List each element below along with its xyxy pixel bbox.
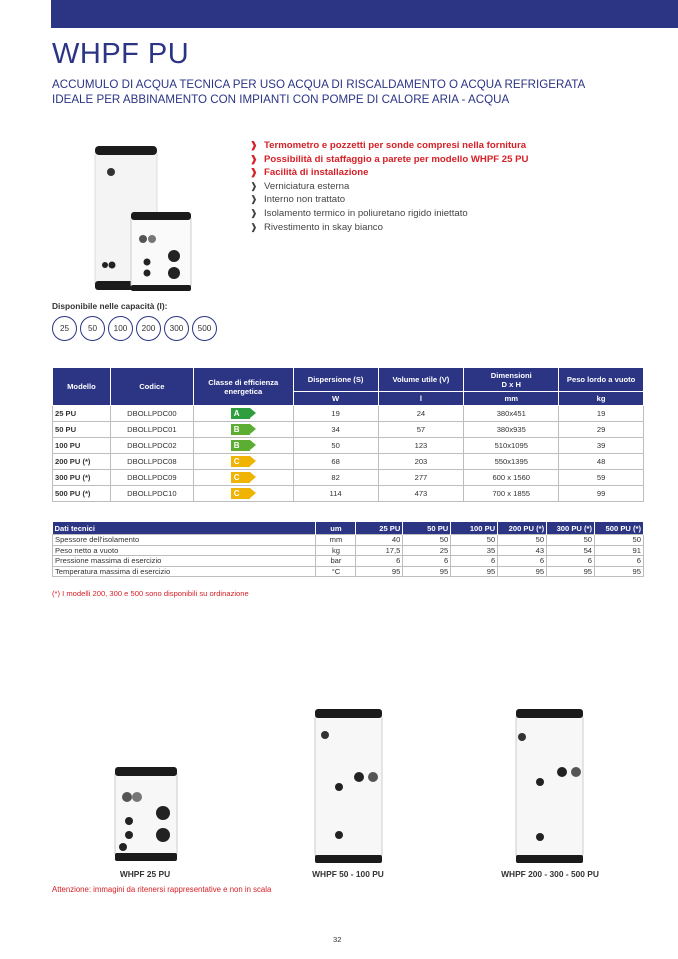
table-row [53,535,644,546]
tech-unit: kg [316,545,356,556]
table-row [53,422,644,438]
cell-volume: 24 [378,406,464,422]
cell-dimensioni: 380x935 [464,422,559,438]
tech-row-label: Pressione massima di esercizio [53,556,316,567]
models-table [52,367,644,502]
cell-model: 300 PU (*) [53,470,111,486]
tech-value: 25 [403,545,451,556]
feature-list [250,139,528,234]
chevron-right-icon: ❱ [250,180,258,191]
product-image-medium [311,707,386,864]
cell-volume: 123 [378,438,464,454]
cell-code: DBOLLPDC02 [110,438,193,454]
energy-class-badge: A [231,408,250,419]
tech-value: 54 [547,545,595,556]
tech-unit: mm [316,535,356,546]
page-title: WHPF PU [52,38,190,70]
col-header-classe: Classe di efficienza energetica [193,368,293,406]
cell-energy-class [193,454,293,470]
top-color-bar [51,0,678,28]
tech-value: 50 [403,535,451,546]
cell-peso: 29 [559,422,644,438]
cell-code: DBOLLPDC09 [110,470,193,486]
cell-code: DBOLLPDC01 [110,422,193,438]
cell-volume: 203 [378,454,464,470]
capacity-badge: 100 [108,316,133,341]
table-row [53,556,644,567]
feature-item: ❱ Possibilità di staffaggio a parete per modello WHPF 25 PU [250,153,529,165]
table-row [53,566,644,577]
energy-class-badge: B [231,440,250,451]
energy-class-badge: C [231,456,250,467]
tech-value: 17,5 [356,545,403,556]
energy-class-badge: B [231,424,250,435]
table-row [53,470,644,486]
feature-item: ❱ Isolamento termico in poliuretano rigido iniettato [250,207,468,219]
availability-note: (*) I modelli 200, 300 e 500 sono disponibili su ordinazione [52,589,249,598]
tech-row-label: Temperatura massima di esercizio [53,566,316,577]
cell-model: 100 PU [53,438,111,454]
chevron-right-icon: ❱ [250,221,258,232]
unit-volume: l [378,392,464,406]
col-header-dispersione: Dispersione (S) [293,368,378,392]
cell-dispersione: 82 [293,470,378,486]
chevron-right-icon: ❱ [250,207,258,218]
chevron-right-icon: ❱ [250,194,258,205]
product-image-small [111,765,181,863]
cell-peso: 59 [559,470,644,486]
tech-col-header: 300 PU (*) [547,522,595,535]
cell-volume: 57 [378,422,464,438]
tech-value: 6 [498,556,547,567]
tech-value: 95 [451,566,498,577]
col-header-volume: Volume utile (V) [378,368,464,392]
page-subtitle [52,77,585,107]
cell-dimensioni: 380x451 [464,406,559,422]
cell-model: 200 PU (*) [53,454,111,470]
col-header-modello: Modello [53,368,111,406]
cell-model: 50 PU [53,422,111,438]
col-header-codice: Codice [110,368,193,406]
tech-col-header: 200 PU (*) [498,522,547,535]
tech-col-header: um [316,522,356,535]
tech-value: 95 [547,566,595,577]
caption-large: WHPF 200 - 300 - 500 PU [501,869,599,879]
capacity-badge: 200 [136,316,161,341]
capacity-list [52,316,217,341]
cell-energy-class [193,486,293,502]
tech-col-header: 25 PU [356,522,403,535]
tech-value: 40 [356,535,403,546]
chevron-right-icon: ❱ [250,140,258,150]
feature-item: ❱ Facilità di installazione [250,167,369,179]
caption-small: WHPF 25 PU [119,869,171,879]
feature-item: ❱ Interno non trattato [250,194,346,206]
unit-peso: kg [559,392,644,406]
tech-unit: °C [316,566,356,577]
cell-dimensioni: 600 x 1560 [464,470,559,486]
tech-value: 95 [595,566,644,577]
capacity-badge: 25 [52,316,77,341]
cell-dispersione: 50 [293,438,378,454]
tech-value: 6 [595,556,644,567]
table-row [53,454,644,470]
cell-code: DBOLLPDC00 [110,406,193,422]
tech-value: 50 [595,535,644,546]
table-row [53,406,644,422]
energy-class-badge: C [231,472,250,483]
tech-value: 95 [498,566,547,577]
tech-value: 6 [547,556,595,567]
tech-col-header: 50 PU [403,522,451,535]
cell-dispersione: 34 [293,422,378,438]
cell-model: 25 PU [53,406,111,422]
tech-row-label: Spessore dell'isolamento [53,535,316,546]
energy-class-badge: C [231,488,250,499]
col-header-peso: Peso lordo a vuoto [559,368,644,392]
cell-dispersione: 114 [293,486,378,502]
capacity-badge: 50 [80,316,105,341]
tech-col-header: 500 PU (*) [595,522,644,535]
cell-code: DBOLLPDC10 [110,486,193,502]
capacity-badge: 300 [164,316,189,341]
capacity-label: Disponibile nelle capacità (l): [52,301,168,311]
cell-energy-class [193,438,293,454]
cell-dispersione: 19 [293,406,378,422]
cell-model: 500 PU (*) [53,486,111,502]
tech-value: 50 [451,535,498,546]
cell-energy-class [193,470,293,486]
tech-row-label: Peso netto a vuoto [53,545,316,556]
cell-dispersione: 68 [293,454,378,470]
tech-value: 6 [451,556,498,567]
col-header-dimensioni: Dimensioni D x H [464,368,559,392]
cell-energy-class [193,422,293,438]
cell-peso: 39 [559,438,644,454]
cell-volume: 277 [378,470,464,486]
tech-value: 95 [356,566,403,577]
cell-peso: 48 [559,454,644,470]
tech-data-table [52,522,644,577]
cell-dimensioni: 510x1095 [464,438,559,454]
tech-value: 50 [547,535,595,546]
cell-dimensioni: 550x1395 [464,454,559,470]
cell-energy-class [193,406,293,422]
tech-value: 91 [595,545,644,556]
unit-dimensioni: mm [464,392,559,406]
feature-item: ❱ Verniciatura esterna [250,180,350,192]
cell-volume: 473 [378,486,464,502]
product-image-large [512,707,587,864]
tech-value: 6 [356,556,403,567]
chevron-right-icon: ❱ [250,153,258,164]
tech-unit: bar [316,556,356,567]
cell-code: DBOLLPDC08 [110,454,193,470]
caption-medium: WHPF 50 - 100 PU [312,869,384,879]
unit-dispersione: W [293,392,378,406]
tech-value: 50 [498,535,547,546]
table-row [53,545,644,556]
tech-col-header: Dati tecnici [53,522,316,535]
cell-dimensioni: 700 x 1855 [464,486,559,502]
tech-value: 35 [451,545,498,556]
subtitle-line-1: ACCUMULO DI ACQUA TECNICA PER USO ACQUA DI RISCALDAMENTO O ACQUA REFRIGERATA [52,78,586,91]
subtitle-line-2: IDEALE PER ABBINAMENTO CON IMPIANTI CON POMPE DI CALORE ARIA - ACQUA [52,93,510,106]
cell-peso: 19 [559,406,644,422]
cell-peso: 99 [559,486,644,502]
tech-col-header: 100 PU [451,522,498,535]
capacity-badge: 500 [192,316,217,341]
disclaimer: Attenzione: immagini da ritenersi rappresentative e non in scala [52,885,272,894]
tech-value: 6 [403,556,451,567]
product-image-pair [85,140,200,300]
feature-item: ❱ Rivestimento in skay bianco [250,221,383,233]
chevron-right-icon: ❱ [250,167,258,178]
tech-value: 95 [403,566,451,577]
page-number: 32 [333,935,342,944]
feature-item: ❱ Termometro e pozzetti per sonde compresi nella fornitura [250,140,527,151]
table-row [53,486,644,502]
table-row [53,438,644,454]
tech-value: 43 [498,545,547,556]
